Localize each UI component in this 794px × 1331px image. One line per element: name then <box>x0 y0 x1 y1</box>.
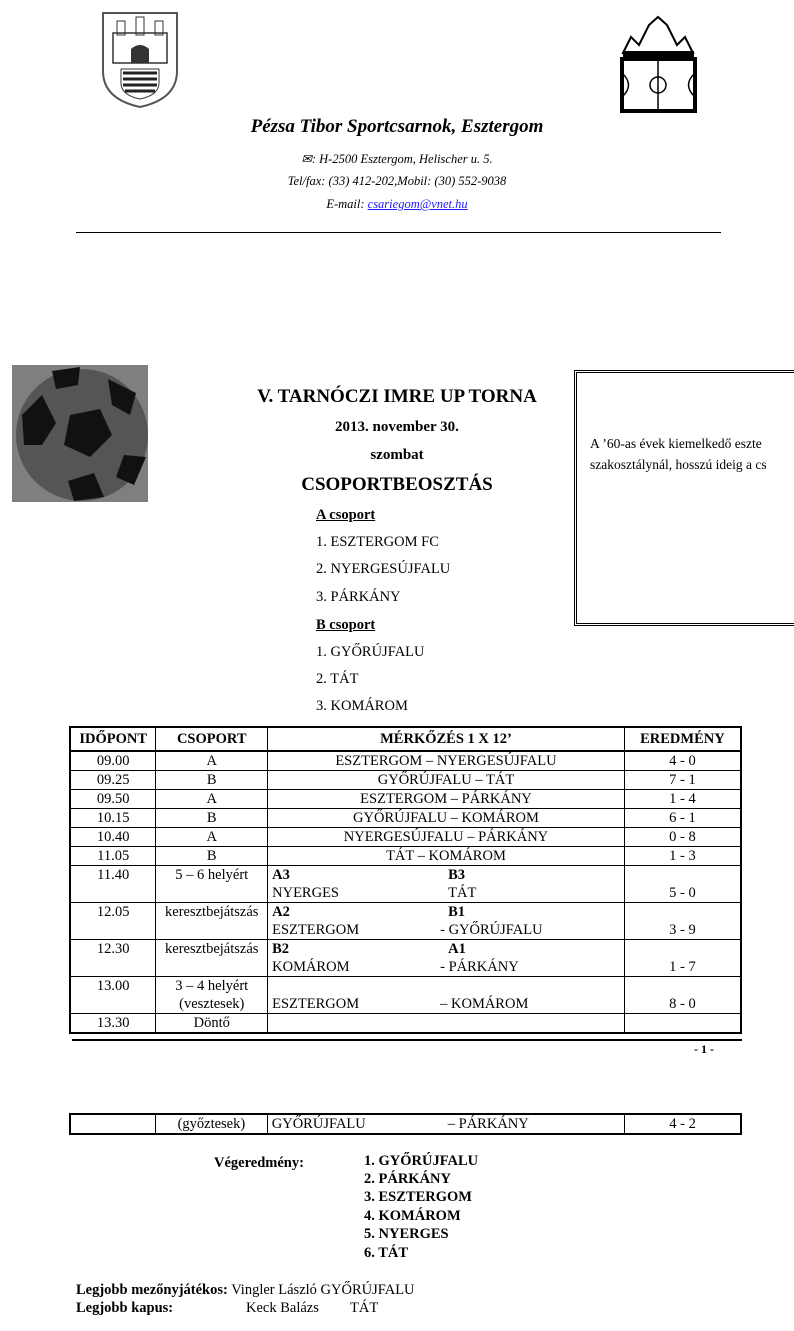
group-b-team: 1. GYŐRÚJFALU <box>316 644 425 660</box>
group-a-heading: A csoport <box>316 507 376 523</box>
table-row: 10.15 B GYŐRÚJFALU – KOMÁROM 6 - 1 <box>70 809 741 828</box>
standing-item: 5. NYERGES <box>364 1226 449 1242</box>
group-a-team: 1. ESZTERGOM FC <box>316 534 439 550</box>
table-row: 12.05 keresztbejátszás A2 B1 ESZTERGOM - GYŐRÚJFALU 3 - 9 <box>70 903 741 940</box>
table-row: (győztesek) GYŐRÚJFALU – PÁRKÁNY 4 - 2 <box>70 1114 741 1134</box>
table-row: 11.40 5 – 6 helyért A3 B3 NYERGES TÁT 5 - 0 <box>70 866 741 903</box>
page-break-rule <box>72 1039 742 1041</box>
standing-item: 2. PÁRKÁNY <box>364 1171 451 1187</box>
event-date: 2013. november 30. <box>335 419 459 435</box>
table-row: 13.00 3 – 4 helyért (vesztesek) ESZTERGOM – KOMÁROM 8 - 0 <box>70 977 741 1014</box>
side-text-box <box>574 370 794 626</box>
sports-hall-logo <box>617 15 700 113</box>
standing-item: 1. GYŐRÚJFALU <box>364 1153 479 1169</box>
section-title: CSOPORTBEOSZTÁS <box>301 474 493 495</box>
table-row: 10.40 A NYERGESÚJFALU – PÁRKÁNY 0 - 8 <box>70 828 741 847</box>
best-goalkeeper: Legjobb kapus: Keck Balázs TÁT <box>76 1300 379 1316</box>
col-result: EREDMÉNY <box>624 727 741 751</box>
table-row: 09.50 A ESZTERGOM – PÁRKÁNY 1 - 4 <box>70 790 741 809</box>
city-crest-logo <box>101 11 179 109</box>
table-row: 13.30 Döntő <box>70 1014 741 1034</box>
col-match: MÉRKŐZÉS 1 X 12’ <box>268 727 625 751</box>
side-text: A ’60-as évek kiemelkedő eszte szakosztálynál, hosszú ideig a cs <box>590 436 767 472</box>
continuation-table <box>69 1113 742 1135</box>
group-a-team: 3. PÁRKÁNY <box>316 589 401 605</box>
schedule-table <box>69 726 742 1034</box>
table-row: 12.30 keresztbejátszás B2 A1 KOMÁROM - PÁRKÁNY 1 - 7 <box>70 940 741 977</box>
table-row: 09.25 B GYŐRÚJFALU – TÁT 7 - 1 <box>70 771 741 790</box>
envelope-icon: ✉ <box>301 152 312 166</box>
standing-item: 4. KOMÁROM <box>364 1208 461 1224</box>
event-day: szombat <box>370 447 424 463</box>
table-header-row <box>70 727 741 751</box>
hall-name: Pézsa Tibor Sportcsarnok, Esztergom <box>250 116 544 137</box>
email-link[interactable]: csariegom@vnet.hu <box>367 197 468 211</box>
standings-label: Végeredmény: <box>214 1155 304 1171</box>
group-b-heading: B csoport <box>316 617 376 633</box>
address-line: ✉: H-2500 Esztergom, Helischer u. 5. <box>301 152 493 166</box>
col-time: IDŐPONT <box>70 727 156 751</box>
group-a-team: 2. NYERGESÚJFALU <box>316 561 451 577</box>
standing-item: 6. TÁT <box>364 1245 409 1261</box>
table-row: 11.05 B TÁT – KOMÁROM 1 - 3 <box>70 847 741 866</box>
standing-item: 3. ESZTERGOM <box>364 1189 472 1205</box>
best-field-player: Legjobb mezőnyjátékos: Vingler László GYŐRÚJFALU <box>76 1282 415 1298</box>
event-title: V. TARNÓCZI IMRE UP TORNA <box>257 386 537 407</box>
email-line: E-mail: csariegom@vnet.hu <box>326 197 468 211</box>
page-number: - 1 - <box>694 1042 714 1056</box>
phone-line: Tel/fax: (33) 412-202,Mobil: (30) 552-9038 <box>287 174 507 188</box>
header-rule <box>76 232 721 233</box>
table-row: 09.00 A ESZTERGOM – NYERGESÚJFALU 4 - 0 <box>70 751 741 771</box>
group-b-team: 2. TÁT <box>316 671 359 687</box>
col-group: CSOPORT <box>156 727 268 751</box>
group-b-team: 3. KOMÁROM <box>316 698 408 714</box>
